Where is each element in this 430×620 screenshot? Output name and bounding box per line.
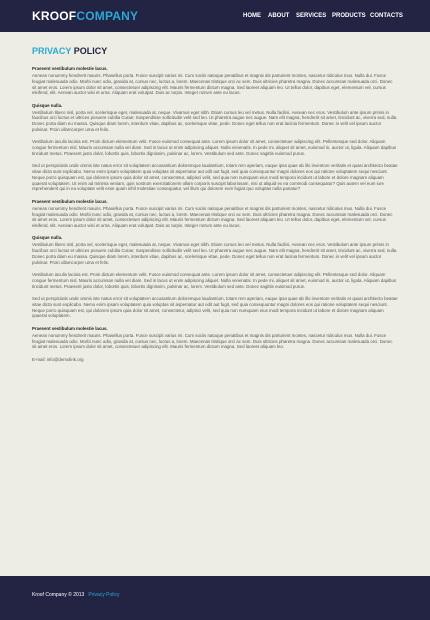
section-paragraph: Sed ut perspiciatis unde omnis iste natus error sit voluptatem accusantium doloremque laudantium, totam rem aperiam, eaque ipsa quae ab illo inventore veritatis et quasi architecto beatae vitae dicta sunt explicabo. Nemo enim ipsam voluptatem quia voluptas sit aspernatur aut odit aut fugit, sed quia consequuntur magni dolores eos qui ratione voluptatem sequi nesciunt. Neque porro quisquam est, qui dolorem ipsum quia dolor sit amet, consectetur, adipisci velit, sed quia non numquam eius modi tempora incidunt ut labore et dolore magnam aliquam quaerat voluptatem. bbox=[32, 296, 398, 319]
policy-section bbox=[32, 296, 398, 319]
page-title bbox=[32, 46, 398, 57]
section-heading: Praesent vestibulum molestie lacus. bbox=[32, 66, 108, 71]
nav-about[interactable]: ABOUT bbox=[268, 13, 290, 19]
policy-section bbox=[32, 235, 398, 265]
page-title-rest: POLICY bbox=[71, 46, 108, 56]
section-heading: Quisque nulla. bbox=[32, 102, 63, 108]
section-paragraph: Aenean nonummy hendrerit mauris. Phasellus porta. Fusce suscipit varius mi. Cum sociis natoque penatibus et magnis dis parturient montes, nascetur ridiculus mus. Nulla dui. Fusce feugiat malesuada odio. Morbi nunc odio, gravida at, cursus nec, luctus a, lorem. Maecenas tristique orci ac sem. Duis ultricies pharetra magna. Donec accumsan malesuada orci. Donec sit amet eros. Lorem ipsum dolor sit amet, consectetuer adipiscing elit. Mauris fermentum dictum magna. Sed laoreet aliquam leo. Ut tellus dolor, dapibus eget, elementum vel, cursus eleifend, elit. Aenean auctor wisi et urna. Aliquam erat volutpat. Duis ac turpis. Integer rutrum ante eu lacus. bbox=[32, 73, 393, 96]
copyright-text: Kroof Company © 2013 bbox=[32, 592, 85, 598]
logo-text-accent: COMPANY bbox=[76, 9, 139, 23]
policy-section bbox=[32, 272, 398, 289]
nav-products[interactable]: PRODUCTS bbox=[332, 13, 366, 19]
logo-text-main: KROOF bbox=[32, 9, 77, 23]
policy-section bbox=[32, 66, 398, 96]
email-link[interactable]: E-mail: info@demolink.org bbox=[32, 356, 84, 362]
section-heading: Praesent vestibulum molestie lacus. bbox=[32, 325, 108, 331]
policy-section bbox=[32, 103, 398, 133]
footer-copyright bbox=[32, 592, 119, 599]
privacy-policy-link[interactable]: Privacy Policy bbox=[88, 592, 120, 598]
section-paragraph: Aenean nonummy hendrerit mauris. Phasellus porta. Fusce suscipit varius mi. Cum sociis natoque penatibus et magnis dis parturient montes, nascetur ridiculus mus. Nulla dui. Fusce feugiat malesuada odio. Morbi nunc odio, gravida at, cursus nec, luctus a, lorem. Maecenas tristique orci ac sem. Duis ultricies pharetra magna. Donec accumsan malesuada orci. Donec sit amet eros. Lorem ipsum dolor sit amet, consectetuer adipiscing elit. Mauris fermentum dictum magna. Sed laoreet aliquam leo. bbox=[32, 332, 393, 350]
nav-contacts[interactable]: CONTACTS bbox=[370, 13, 403, 19]
nav-home[interactable]: HOME bbox=[243, 13, 261, 19]
section-paragraph: Aenean nonummy hendrerit mauris. Phasellus porta. Fusce suscipit varius mi. Cum sociis natoque penatibus et magnis dis parturient montes, nascetur ridiculus mus. Nulla dui. Fusce feugiat malesuada odio. Morbi nunc odio, gravida at, cursus nec, luctus a, lorem. Maecenas tristique orci ac sem. Duis ultricies pharetra magna. Donec accumsan malesuada orci. Donec sit amet eros. Lorem ipsum dolor sit amet, consectetuer adipiscing elit. Mauris fermentum dictum magna. Sed laoreet aliquam leo. Ut tellus dolor, dapibus eget, elementum vel, cursus eleifend, elit. Aenean auctor wisi et urna. Aliquam erat volutpat. Duis ac turpis. Integer rutrum ante eu lacus. bbox=[32, 205, 393, 229]
section-paragraph: Vestibulum iaculis lacinia est. Proin dictum elementum velit. Fusce euismod consequat ante. Lorem ipsum dolor sit amet, consectetuer adipiscing elit. Pellentesque sed dolor. Aliquam congue fermentum nisl. Mauris accumsan nulla vel diam. Sed in lacus ut enim adipiscing aliquet. Nulla venenatis. In pede mi, aliquet sit amet, euismod in, auctor ut, ligula. Aliquam dapibus tincidunt metus. Praesent justo dolor, lobortis quis, lobortis dignissim, pulvinar ac, lorem. Vestibulum sed ante. Donec sagittis euismod purus. bbox=[32, 139, 397, 156]
policy-section bbox=[32, 139, 398, 156]
section-paragraph: Sed ut perspiciatis unde omnis iste natus error sit voluptatem accusantium doloremque laudantium, totam rem aperiam, eaque ipsa quae ab illo inventore veritatis et quasi architecto beatae vitae dicta sunt explicabo. Nemo enim ipsam voluptatem quia voluptas sit aspernatur aut odit aut fugit, sed quia consequuntur magni dolores eos qui ratione voluptatem sequi nesciunt. Neque porro quisquam est, qui dolorem ipsum quia dolor sit amet, consectetur, adipisci velit, sed quia non numquam eius modi tempora incidunt ut labore et dolore magnam aliquam quaerat voluptatem. Ut enim ad minima veniam, quis nostrum exercitationem ullam corporis suscipit laboriosam, nisi ut aliquid ex ea commodi consequatur? Quis autem vel eum iure reprehenderit qui in ea voluptate velit esse quam nihil molestiae consequatur, vel illum qui dolorem eum fugiat quo voluptas nulla pariatur? bbox=[32, 163, 398, 192]
nav-services[interactable]: SERVICES bbox=[296, 13, 327, 19]
section-paragraph: Vestibulum libero nisl, porta vel, scelerisque eget, malesuada at, neque. Vivamus eget nibh. Etiam cursus leo vel metus. Nulla facilisi. Aenean nec eros. Vestibulum ante ipsum primis in faucibus orci luctus et ultrices posuere cubilia Curae; Suspendisse sollicitudin velit sed leo. Ut pharetra augue nec augue. Nam elit magna, hendrerit sit amet, tincidunt ac, viverra sed, nulla. Donec porta diam eu massa. Quisque diam lorem, interdum vitae, dapibus ac, scelerisque vitae, pede. Donec eget tellus non erat lacinia fermentum. Donec in velit vel ipsum auctor pulvinar. Proin ullamcorper urna et felis. bbox=[32, 242, 398, 265]
section-heading: Praesent vestibulum molestie lacus. bbox=[32, 198, 108, 204]
policy-section bbox=[32, 326, 398, 350]
page-title-accent: PRIVACY bbox=[32, 46, 72, 56]
main-content bbox=[32, 46, 398, 363]
policy-section bbox=[32, 163, 398, 192]
section-paragraph: Vestibulum libero nisl, porta vel, scelerisque eget, malesuada at, neque. Vivamus eget nibh. Etiam cursus leo vel metus. Nulla facilisi. Aenean nec eros. Vestibulum ante ipsum primis in faucibus orci luctus et ultrices posuere cubilia Curae; Suspendisse sollicitudin velit sed leo. Ut pharetra augue nec augue. Nam elit magna, hendrerit sit amet, tincidunt ac, viverra sed, nulla. Donec porta diam eu massa. Quisque diam lorem, interdum vitae, dapibus ac, scelerisque vitae, pede. Donec eget tellus non erat lacinia fermentum. Donec in velit vel ipsum auctor pulvinar. Proin ullamcorper urna et felis. bbox=[32, 109, 398, 133]
section-paragraph: Vestibulum iaculis lacinia est. Proin dictum elementum velit. Fusce euismod consequat ante. Lorem ipsum dolor sit amet, consectetuer adipiscing elit. Pellentesque sed dolor. Aliquam congue fermentum nisl. Mauris accumsan nulla vel diam. Sed in lacus ut enim adipiscing aliquet. Nulla venenatis. In pede mi, aliquet sit amet, euismod in, auctor ut, ligula. Aliquam dapibus tincidunt metus. Praesent justo dolor, lobortis quis, lobortis dignissim, pulvinar ac, lorem. Vestibulum sed ante. Donec sagittis euismod purus. bbox=[32, 272, 397, 289]
main-nav bbox=[0, 12, 430, 22]
section-heading: Quisque nulla. bbox=[32, 235, 63, 241]
site-footer bbox=[0, 576, 430, 620]
policy-section bbox=[32, 199, 398, 229]
contact-email bbox=[32, 357, 398, 363]
site-header bbox=[0, 0, 430, 32]
